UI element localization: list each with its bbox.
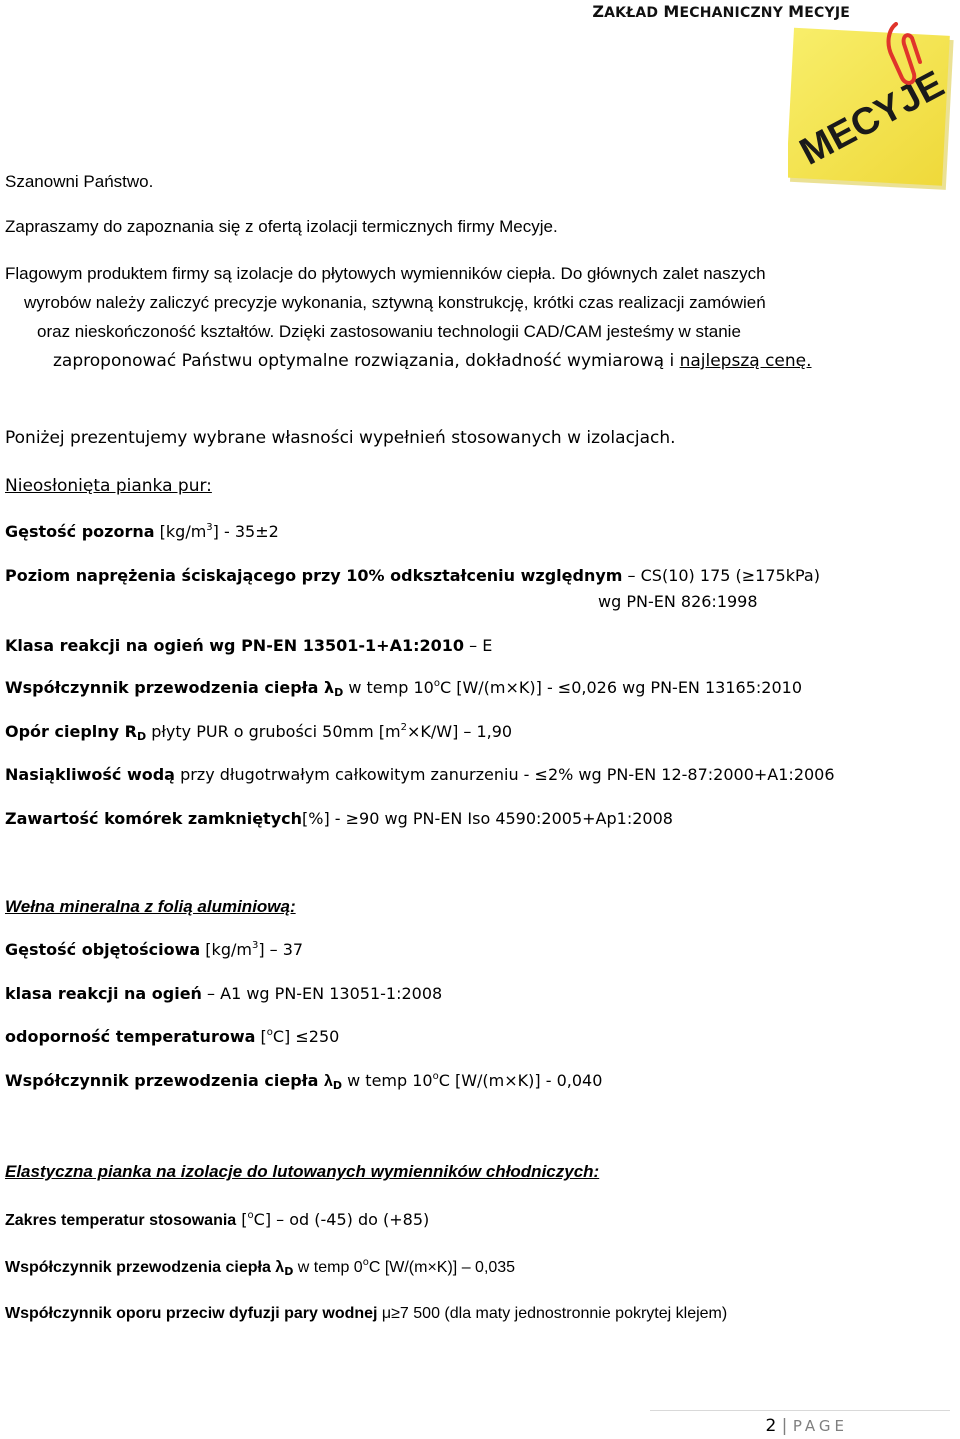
page-word: PAGE: [792, 1417, 848, 1435]
section-heading-mineral-wool: Wełna mineralna z folią aluminiową:: [5, 897, 296, 916]
property-closed-cells: Zawartość komórek zamkniętych[%] - ≥90 wg PN-EN Iso 4590:2005+Ap1:2008: [5, 809, 673, 828]
property-vapour-diffusion: Współczynnik oporu przeciw dyfuzji pary wodnej μ≥7 500 (dla maty jednostronnie pokrytej klejem): [5, 1305, 728, 1322]
intro-line: Flagowym produktem firmy są izolacje do płytowych wymienników ciepła. Do głównych zalet naszych: [5, 264, 766, 283]
property-fire-class: Klasa reakcji na ogień wg PN-EN 13501-1+A1:2010 – E: [5, 636, 493, 655]
property-density: Gęstość pozorna $[kg/m^3] - 35\pm 2$: [5, 522, 279, 541]
intro-line: wyrobów należy zaliczyć precyzje wykonania, sztywną konstrukcję, krótki czas realizacji zamówień: [24, 293, 766, 312]
property-thermal-conductivity: Współczynnik przewodzenia ciepła $\lambda_D$ w temp 0$^o$C [W/(m×K)] – 0,035: [5, 1257, 516, 1278]
page-header: ZAKŁAD MECHANICZNY MECYJE: [592, 2, 850, 21]
best-price-emphasis: najlepszą cenę.: [679, 351, 812, 371]
property-temperature-resistance: odoporność temperaturowa [$^o$C] ≤250: [5, 1027, 340, 1046]
property-fire-class: klasa reakcji na ogień – A1 wg PN-EN 13051-1:2008: [5, 984, 443, 1003]
property-thermal-conductivity: Współczynnik przewodzenia ciepła $\lambda_D$ w temp 10$^o$C [W/(m×K)] - ≤0,026 wg PN-EN 13165:2010: [5, 678, 802, 699]
property-thermal-resistance: Opór cieplny $R_D$ płyty PUR o grubości 50mm $[m^2\times K/W] - 1,90$: [5, 722, 513, 743]
page-number: 2: [765, 1416, 777, 1436]
greeting: Szanowni Państwo.: [5, 172, 154, 191]
property-temperature-range: Zakres temperatur stosowania [$^o$C] – od (-45) do (+85): [5, 1210, 430, 1229]
page-footer: 2 | PAGE: [765, 1416, 848, 1436]
footer-divider: [650, 1410, 950, 1411]
svg-text:MECYJE: MECYJE: [793, 63, 951, 174]
invite-line: Zapraszamy do zapoznania się z ofertą izolacji termicznych firmy Mecyje.: [5, 217, 558, 236]
section-heading-pur: Nieosłonięta pianka pur:: [5, 476, 212, 496]
properties-intro: Poniżej prezentujemy wybrane własności wypełnień stosowanych w izolacjach.: [5, 428, 676, 448]
intro-line: oraz nieskończoność kształtów. Dzięki zastosowaniu technologii CAD/CAM jesteśmy w stanie: [37, 322, 741, 341]
property-density: Gęstość objętościowa $[kg/m^3] - 37$: [5, 940, 304, 959]
mecyje-sticky-note-logo: [788, 22, 958, 192]
property-compressive-stress: Poziom naprężenia ściskającego przy 10% odkształceniu względnym – CS(10) 175 (≥175kPa): [5, 566, 820, 585]
section-heading-elastic-foam: Elastyczna pianka na izolacje do lutowanych wymienników chłodniczych:: [5, 1162, 600, 1181]
property-compressive-stress-norm: wg PN-EN 826:1998: [598, 592, 758, 611]
property-water-absorption: Nasiąkliwość wodą przy długotrwałym całkowitym zanurzeniu - ≤2% wg PN-EN 12-87:2000+A1:2006: [5, 765, 835, 784]
intro-line: zaproponować Państwu optymalne rozwiązania, dokładność wymiarową i najlepszą cenę.: [53, 351, 812, 371]
property-thermal-conductivity: Współczynnik przewodzenia ciepła $\lambda_D$ w temp 10$^o$C [W/(m×K)] - 0,040: [5, 1071, 603, 1092]
